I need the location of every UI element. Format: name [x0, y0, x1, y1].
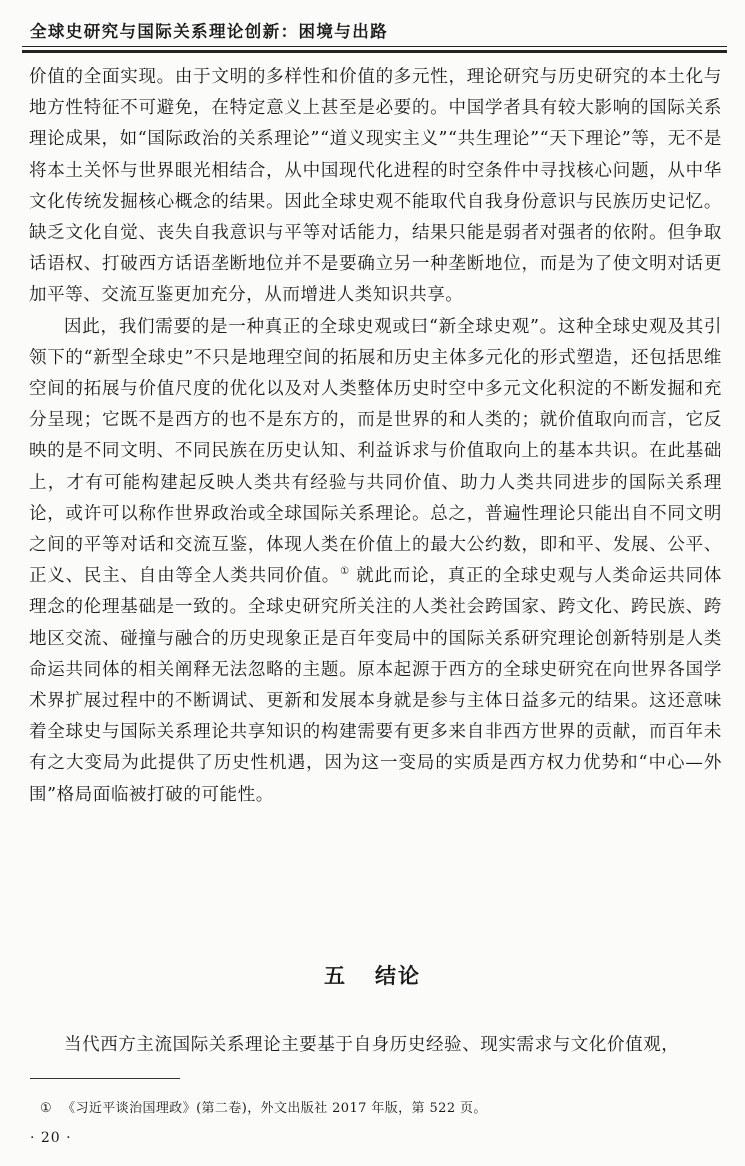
page-number: · 20 · [30, 1130, 72, 1146]
paragraph-continued: 价值的全面实现。由于文明的多样性和价值的多元性，理论研究与历史研究的本土化与地方性特征不可避免，在特定意义上甚至是必要的。中国学者具有较大影响的国际关系理论成果，如“国际政治的关系理论”“道义现实主义”“共生理论”“天下理论”等，无不是将本土关怀与世界眼光相结合，从中国现代化进程的时空条件中寻找核心问题，从中华文化传统发掘核心概念的结果。因此全球史观不能取代自我身份意识与民族历史记忆。缺乏文化自觉、丧失自我意识与平等对话能力，结果只能是弱者对强者的依附。但争取话语权、打破西方话语垄断地位并不是要确立另一种垄断地位，而是为了使文明对话更加平等、交流互鉴更加充分，从而增进人类知识共享。 [29, 67, 722, 306]
section-heading [0, 960, 745, 990]
header-rule-thick [22, 50, 727, 53]
paragraph-text: 就此而论，真正的全球史观与人类命运共同体理念的伦理基础是一致的。全球史研究所关注的人类社会跨国家、跨文化、跨民族、跨地区交流、碰撞与融合的历史现象正是百年变局中的国际关系研究理论创新特别是人类命运共同体的相关阐释无法忽略的主题。原本起源于西方的全球史研究在向世界各国学术界扩展过程中的不断调试、更新和发展本身就是参与主体日益多元的结果。这还意味着全球史与国际关系理论共享知识的构建需要有更多来自非西方世界的贡献，而百年未有之大变局为此提供了历史性机遇，因为这一变局的实质是西方权力优势和“中心—外围”格局面临被打破的可能性。 [29, 566, 722, 805]
footnote-rule [30, 1078, 180, 1079]
paragraph: 当代西方主流国际关系理论主要基于自身历史经验、现实需求与文化价值观， [64, 1035, 680, 1055]
footnote-text: 《习近平谈治国理政》(第二卷)，外文出版社 2017 年版，第 522 页。 [62, 1101, 487, 1116]
footnote-mark: ① [40, 1101, 53, 1116]
header-rule-thin [22, 46, 727, 47]
section-title: 结论 [375, 963, 421, 988]
footnote-ref[interactable]: ① [340, 566, 350, 578]
paragraph-text: 因此，我们需要的是一种真正的全球史观或曰“新全球史观”。这种全球史观及其引领下的“新型全球史”不只是地理空间的拓展和历史主体多元化的形式塑造，还包括思维空间的拓展与价值尺度的优化以及对人类整体历史时空中多元文化积淀的不断发掘和充分呈现；它既不是西方的也不是东方的，而是世界的和人类的；就价值取向而言，它反映的是不同文明、不同民族在历史认知、利益诉求与价值取向上的基本共识。在此基础上，才有可能构建起反映人类共有经验与共同价值、助力人类共同进步的国际关系理论，或许可以称作世界政治或全球国际关系理论。总之，普遍性理论只能出自不同文明之间的平等对话和交流互鉴，体现人类在价值上的最大公约数，即和平、发展、公平、正义、民主、自由等全人类共同价值。 [29, 316, 722, 587]
footnote [40, 1097, 487, 1116]
running-header: 全球史研究与国际关系理论创新：困境与出路 [30, 22, 388, 41]
main-text [29, 62, 722, 811]
section-number: 五 [324, 963, 347, 988]
paragraph [29, 312, 722, 811]
